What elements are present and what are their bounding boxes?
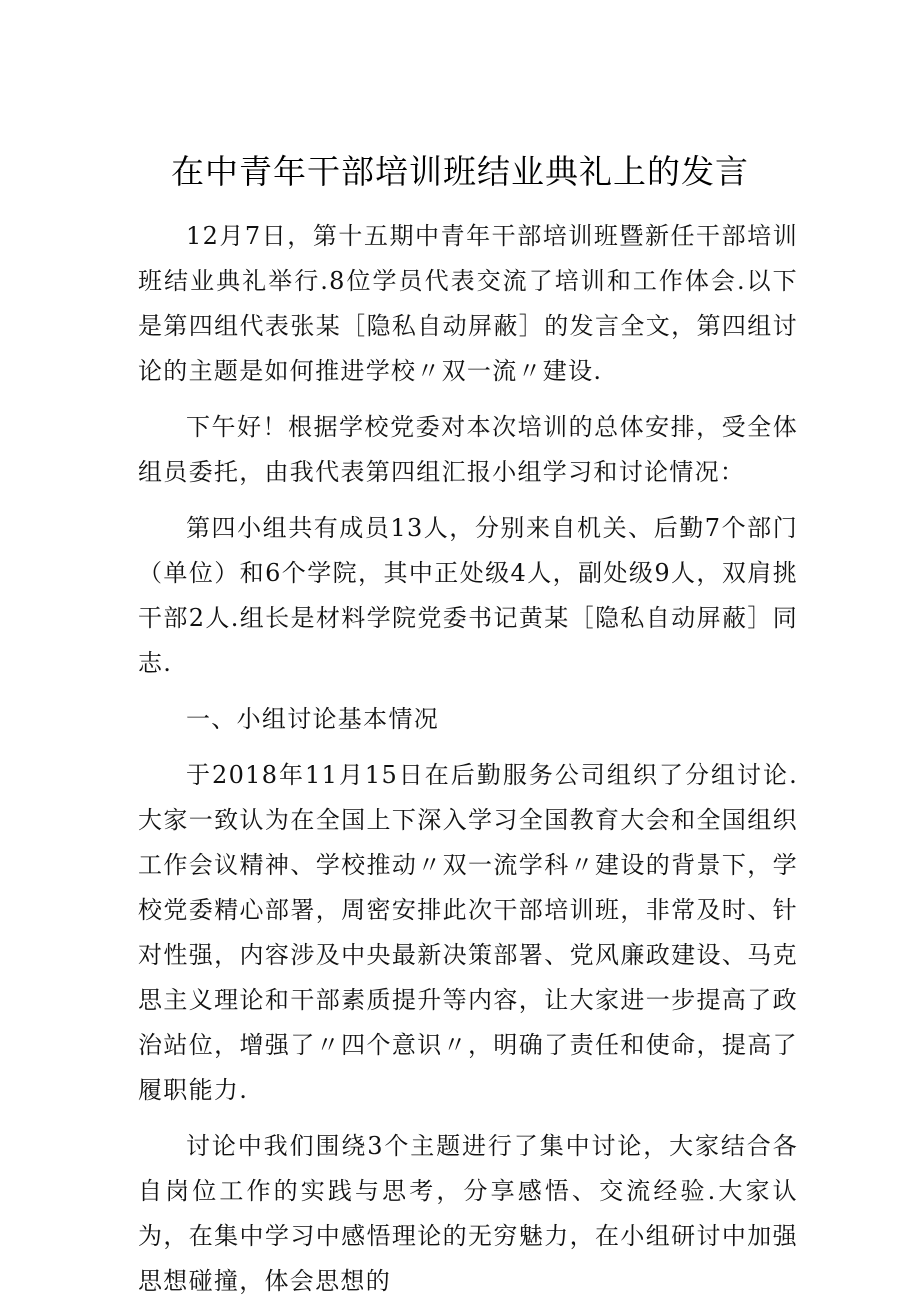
paragraph-intro: 12月7日，第十五期中青年干部培训班暨新任干部培训班结业典礼举行.8位学员代表交流了培训和工作体会.以下是第四组代表张某［隐私自动屏蔽］的发言全文，第四组讨论的主题是如何推进学校〃双一流〃建设. bbox=[138, 222, 798, 385]
document-body bbox=[138, 214, 798, 1315]
paragraph-group-members: 第四小组共有成员13人，分别来自机关、后勤7个部门（单位）和6个学院，其中正处级4人，副处级9人，双肩挑干部2人.组长是材料学院党委书记黄某［隐私自动屏蔽］同志. bbox=[138, 514, 798, 677]
section-heading: 一、小组讨论基本情况 bbox=[186, 705, 439, 733]
paragraph-topics: 讨论中我们围绕3个主题进行了集中讨论，大家结合各自岗位工作的实践与思考，分享感悟、交流经验.大家认为，在集中学习中感悟理论的无穷魅力，在小组研讨中加强思想碰撞，体会思想的 bbox=[138, 1132, 798, 1295]
paragraph-greeting: 下午好！根据学校党委对本次培训的总体安排，受全体组员委托，由我代表第四组汇报小组学习和讨论情况： bbox=[138, 413, 798, 486]
paragraph-discussion: 于2018年11月15日在后勤服务公司组织了分组讨论.大家一致认为在全国上下深入学习全国教育大会和全国组织工作会议精神、学校推动〃双一流学科〃建设的背景下，学校党委精心部署，周密安排此次干部培训班，非常及时、针对性强，内容涉及中央最新决策部署、党风廉政建设、马克思主义理论和干部素质提升等内容，让大家进一步提高了政治站位，增强了〃四个意识〃，明确了责任和使命，提高了履职能力. bbox=[138, 761, 798, 1104]
document-title: 在中青年干部培训班结业典礼上的发言 bbox=[171, 152, 749, 191]
